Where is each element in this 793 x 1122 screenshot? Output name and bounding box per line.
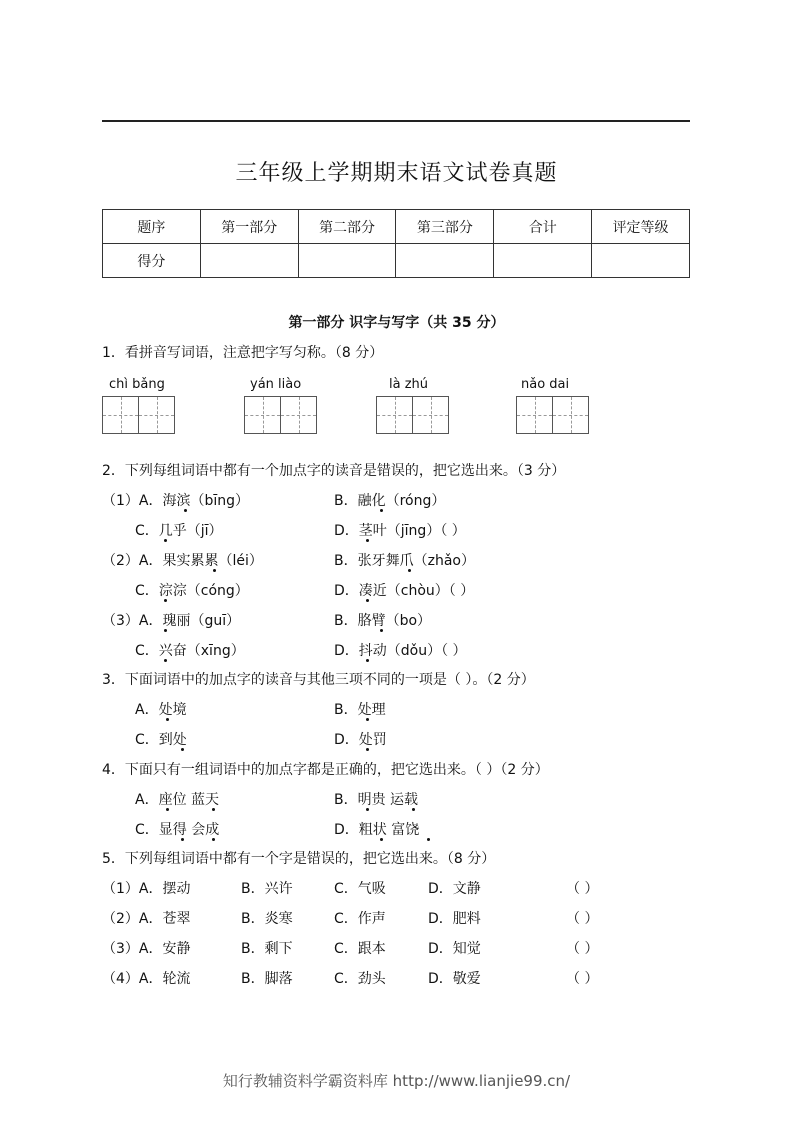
score-row-label: 得分: [103, 244, 201, 278]
emphasis-dot: [164, 629, 167, 632]
pinyin-label: nǎo dai: [521, 377, 570, 392]
emphasis-dot: [166, 718, 169, 721]
option-item: B．剩下: [241, 941, 293, 957]
question-5-text: 5．下列每组词语中都有一个字是错误的，把它选出来。（8 分）: [102, 851, 496, 867]
question-3-text: 3．下面词语中的加点字的读音与其他三项不同的一项是（ ）。（2 分）: [102, 672, 535, 688]
emphasis-dot: [366, 718, 369, 721]
option-item: B．炎寒: [241, 911, 293, 927]
option-item: C．劲头: [334, 971, 386, 987]
question-4-text: 4．下面只有一组词语中的加点字都是正确的，把它选出来。（ ）（2 分）: [102, 762, 549, 778]
option-item: B．融化（róng）: [334, 493, 446, 509]
score-header-cell: 第一部分: [200, 210, 298, 244]
option-item: C．几乎（jī）: [135, 523, 223, 539]
emphasis-dot: [184, 509, 187, 512]
option-item: C．淙淙（cóng）: [135, 583, 249, 599]
emphasis-dot: [366, 748, 369, 751]
pinyin-label: chì bǎng: [109, 377, 165, 392]
score-header-cell: 第三部分: [396, 210, 494, 244]
score-cell: [298, 244, 396, 278]
writing-grid[interactable]: [516, 396, 589, 434]
section-heading: 第一部分 识字与写字（共 35 分）: [288, 315, 505, 331]
option-item: D．粗状 富饶: [334, 822, 420, 838]
writing-grid[interactable]: [376, 396, 449, 434]
emphasis-dot: [164, 539, 167, 542]
emphasis-dot: [380, 509, 383, 512]
option-item: C．气吸: [334, 881, 386, 897]
emphasis-dot: [181, 838, 184, 841]
page-title: 三年级上学期期末语文试卷真题: [235, 161, 558, 186]
option-item: （1）A．摆动: [102, 881, 191, 897]
score-cell: [200, 244, 298, 278]
writing-grid[interactable]: [244, 396, 317, 434]
option-item: （2）A．果实累累（léi）: [102, 553, 263, 569]
score-cell: [494, 244, 592, 278]
score-header-cell: 合计: [494, 210, 592, 244]
pinyin-label: yán liào: [250, 377, 302, 392]
emphasis-dot: [212, 838, 215, 841]
emphasis-dot: [164, 599, 167, 602]
score-table-score-row: [103, 244, 690, 278]
option-item: （4）A．轮流: [102, 971, 191, 987]
score-cell: [592, 244, 690, 278]
option-item: B．兴许: [241, 881, 293, 897]
option-item: B．胳臂（bo）: [334, 613, 432, 629]
option-item: D．处罚: [334, 732, 387, 748]
option-item: B．明贵 运载: [334, 792, 419, 808]
option-item: D．凑近（chòu）（ ）: [334, 583, 475, 599]
option-item: B．处理: [334, 702, 386, 718]
emphasis-dot: [380, 838, 383, 841]
answer-blank: （ ）: [566, 881, 599, 897]
emphasis-dot: [164, 659, 167, 662]
emphasis-dot: [427, 838, 430, 841]
option-item: （2）A．苍翠: [102, 911, 191, 927]
option-item: A．处境: [135, 702, 187, 718]
answer-blank: （ ）: [566, 941, 599, 957]
score-table: [102, 209, 690, 278]
score-header-cell: 第二部分: [298, 210, 396, 244]
emphasis-dot: [366, 539, 369, 542]
score-header-cell: 评定等级: [592, 210, 690, 244]
option-item: D．文静: [428, 881, 481, 897]
score-cell: [396, 244, 494, 278]
option-item: D．茎叶（jīng）（ ）: [334, 523, 466, 539]
emphasis-dot: [366, 808, 369, 811]
footer-watermark: 知行教辅资料学霸资料库 http://www.lianjie99.cn/: [222, 1072, 571, 1090]
answer-blank: （ ）: [566, 971, 599, 987]
writing-grid[interactable]: [102, 396, 175, 434]
option-item: C．跟本: [334, 941, 386, 957]
question-1-text: 1．看拼音写词语，注意把字写匀称。（8 分）: [102, 345, 384, 361]
emphasis-dot: [412, 808, 415, 811]
option-item: D．知觉: [428, 941, 481, 957]
emphasis-dot: [380, 629, 383, 632]
top-rule: [102, 120, 690, 122]
option-item: D．敬爱: [428, 971, 481, 987]
emphasis-dot: [213, 569, 216, 572]
emphasis-dot: [366, 659, 369, 662]
option-item: D．肥料: [428, 911, 481, 927]
score-header-cell: 题序: [103, 210, 201, 244]
option-item: D．抖动（dǒu）（ ）: [334, 643, 467, 659]
emphasis-dot: [366, 599, 369, 602]
option-item: （1）A．海滨（bīng）: [102, 493, 250, 509]
option-item: （3）A．安静: [102, 941, 191, 957]
answer-blank: （ ）: [566, 911, 599, 927]
option-item: （3）A．瑰丽（guī）: [102, 613, 241, 629]
option-item: C．作声: [334, 911, 386, 927]
option-item: B．张牙舞爪（zhǎo）: [334, 553, 475, 569]
option-item: C．显得 会成: [135, 822, 220, 838]
option-item: C．到处: [135, 732, 187, 748]
option-item: C．兴奋（xīng）: [135, 643, 245, 659]
emphasis-dot: [408, 569, 411, 572]
emphasis-dot: [181, 748, 184, 751]
question-2-text: 2．下列每组词语中都有一个加点字的读音是错误的，把它选出来。（3 分）: [102, 463, 566, 479]
emphasis-dot: [212, 808, 215, 811]
option-item: B．脚落: [241, 971, 293, 987]
score-table-header-row: [103, 210, 690, 244]
emphasis-dot: [166, 808, 169, 811]
pinyin-label: là zhú: [389, 377, 429, 392]
option-item: A．座位 蓝天: [135, 792, 220, 808]
